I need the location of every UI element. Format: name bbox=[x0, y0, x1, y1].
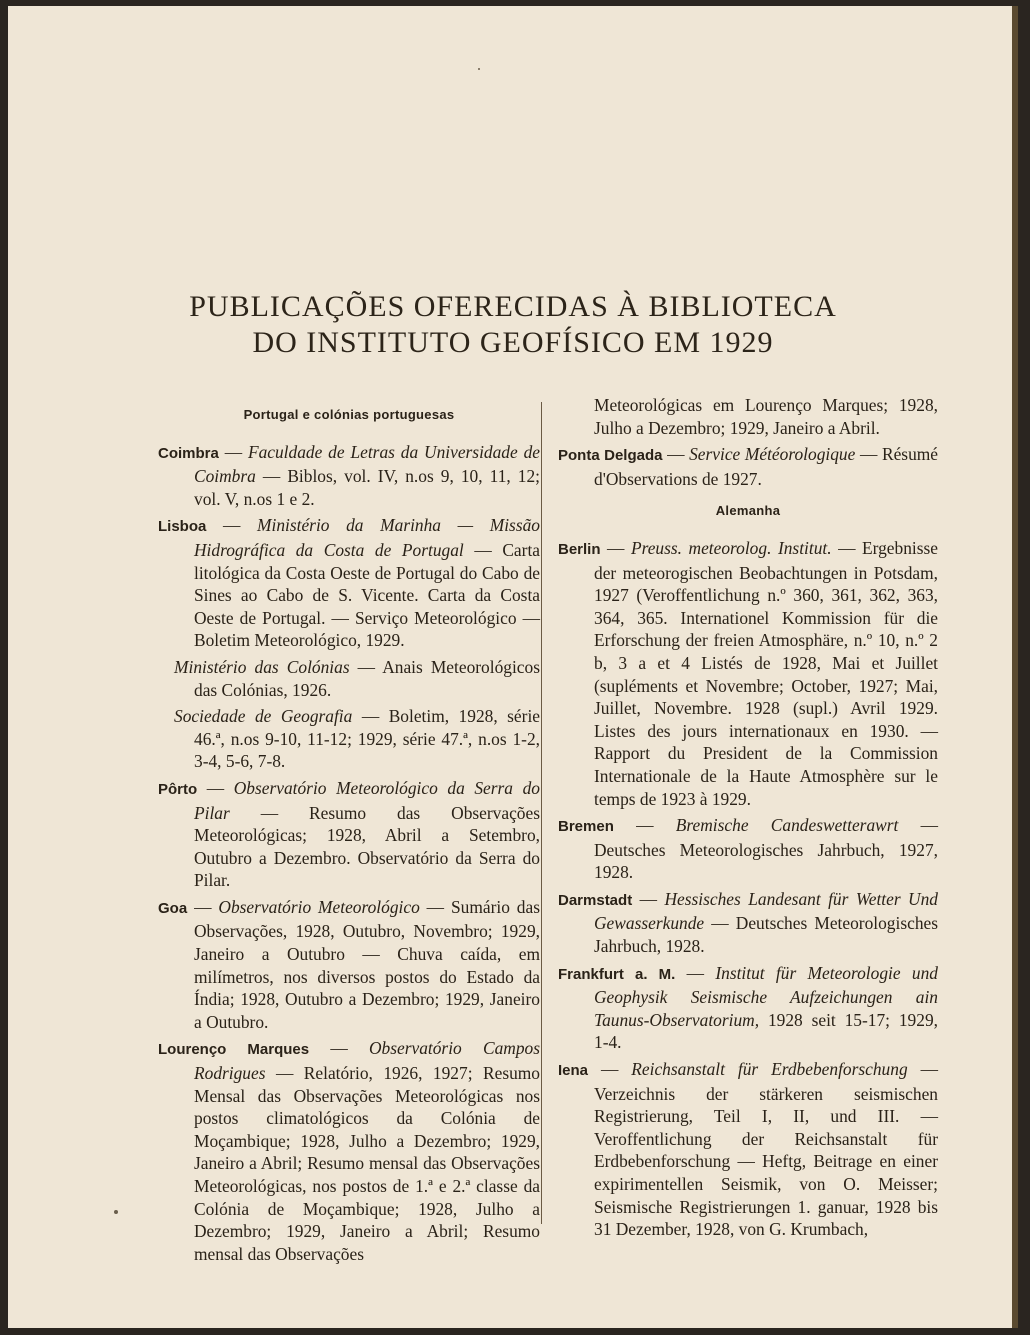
bibliography-entry bbox=[158, 656, 540, 701]
bibliography-entry bbox=[558, 443, 938, 490]
entry-place: Berlin bbox=[558, 540, 601, 558]
entry-text: — Ergebnisse der meteorogischen Beobachtungen in Potsdam, 1927 (Veroffentlichung n.º 360, 361, 362, 363, 364, 365. Internationel Kommission für die Erforschung der freien Atmosphäre, n.º 10, n.º 2 b, 3 a et 4 Listés de 1928, Mai et Juillet (supléments et Novembre; October, 1927; Mai, Juillet, Novembre. 1928 (supl.) Avril 1929. Listes des jours internationaux en 1930. — Rapport du President de la Commission Internationale de la Haute Atmosphère sur le temps de 1923 à 1929. bbox=[594, 537, 938, 809]
bibliography-entry bbox=[158, 896, 540, 1034]
entry-institution: Ministério das Colónias bbox=[174, 656, 350, 677]
entry-institution: Institut für Meteorologie und Geophysik Seismische Aufzeichungen ain Taunus-Observatorium, bbox=[594, 962, 938, 1030]
entry-text: — Boletim, 1928, série 46.ª, n.os 9-10, 11-12; 1929, série 47.ª, n.os 1-2, 3-4, 5-6, 7-8. bbox=[194, 706, 540, 772]
entry-place: Coimbra bbox=[158, 444, 219, 462]
bibliography-entry bbox=[158, 777, 540, 892]
bibliography-entry bbox=[158, 1037, 540, 1265]
right-column bbox=[558, 394, 938, 1245]
entry-separator: — bbox=[206, 515, 258, 536]
bibliography-entry bbox=[558, 1058, 938, 1241]
page-title-line-2: DO INSTITUTO GEOFÍSICO EM 1929 bbox=[252, 326, 774, 359]
entry-separator: — bbox=[309, 1038, 369, 1059]
bibliography-entry bbox=[558, 537, 938, 810]
entry-separator: — bbox=[600, 537, 631, 558]
bibliography-entry bbox=[558, 888, 938, 958]
page-title-line-1: PUBLICAÇÕES OFERECIDAS À BIBLIOTECA bbox=[189, 290, 837, 323]
entry-separator: — bbox=[675, 962, 716, 983]
entry-separator: — bbox=[662, 444, 690, 465]
entry-place: Bremen bbox=[558, 818, 614, 836]
entry-text: — Résumé d'Observations de 1927. bbox=[594, 444, 939, 489]
bibliography-entry bbox=[158, 514, 540, 652]
entry-text: — Relatório, 1926, 1927; Resumo Mensal das Observações Meteorológicas nos postos climatológicos da Colónia de Moçambique; 1928, Julho a Dezembro; 1929, Janeiro a Abril; Resumo mensal das Observações Meteorológicas, nos postos de 1.ª e 2.ª classe da Colónia de Moçambique; 1928, Julho a Dezembro; 1929, Janeiro a Abril; Resumo mensal das Observações bbox=[194, 1063, 540, 1264]
section-heading-portugal: Portugal e colónias portuguesas bbox=[243, 407, 455, 422]
entry-separator: — bbox=[632, 888, 665, 909]
right-entry-list bbox=[558, 537, 938, 1241]
entry-text: 1928 seit 15-17; 1929, 1-4. bbox=[594, 1009, 938, 1053]
entry-separator: — bbox=[218, 441, 248, 462]
entry-institution: Reichsanstalt für Erdbebenforschung bbox=[631, 1059, 908, 1080]
entry-place: Ponta Delgada bbox=[558, 447, 663, 465]
book-page bbox=[8, 6, 1018, 1328]
entry-place: Lourenço Marques bbox=[158, 1041, 310, 1059]
right-top-entry-list bbox=[558, 443, 938, 490]
entry-text: — Anais Meteorológicos das Colónias, 1926. bbox=[194, 656, 540, 700]
entry-place: Goa bbox=[158, 899, 188, 917]
column-divider bbox=[541, 402, 542, 1224]
bibliography-entry bbox=[158, 441, 540, 511]
entry-text: — Biblos, vol. IV, n.os 9, 10, 11, 12; vol. V, n.os 1 e 2. bbox=[194, 466, 540, 509]
entry-separator: — bbox=[613, 815, 676, 836]
section-heading-alemanha: Alemanha bbox=[715, 503, 781, 519]
bibliography-entry bbox=[558, 962, 938, 1054]
paper-speck bbox=[114, 1210, 118, 1214]
entry-institution: Observatório Campos Rodrigues bbox=[194, 1038, 540, 1084]
entry-text: — Resumo das Observações Meteorológicas; 1928, Abril a Setembro, Outubro a Dezembro. Observatório da Serra do Pilar. bbox=[194, 802, 540, 891]
entry-text: — Carta litológica da Costa Oeste de Portugal do Cabo de Sines ao Cabo de S. Vicente. Carta da Costa Oeste de Portugal. — Serviço Meteorológico — Boletim Meteorológico, 1929. bbox=[194, 539, 540, 651]
entry-text: — Deutsches Meteorologisches Jahrbuch, 1927, 1928. bbox=[594, 815, 938, 883]
entry-institution: Hessisches Landesant für Wetter Und Gewasserkunde bbox=[594, 888, 938, 934]
entry-text: — Verzeichnis der stärkeren seismischen Registrierung, Teil I, II, und III. — Veroffentlichung der Reichsanstalt für Erdbebenforschung — Heftg, Beitrage en einer expirimentellen Seismik, von O. Meisser; Seismische Registrierungen 1. ganuar, 1928 bis 31 Dezember, 1928, von G. Krumbach, bbox=[594, 1059, 938, 1240]
entry-institution: Service Météorologique bbox=[689, 444, 856, 465]
entry-institution: Faculdade de Letras da Universidade de Coimbra bbox=[194, 441, 540, 487]
bibliography-entry bbox=[558, 814, 938, 884]
entry-institution: Observatório Meteorológico da Serra do Pilar bbox=[194, 777, 540, 823]
entry-text: — Deutsches Meteorologisches Jahrbuch, 1928. bbox=[594, 913, 938, 957]
entry-separator: — bbox=[197, 777, 234, 798]
entry-institution: Ministério da Marinha — Missão Hidrográfica da Costa de Portugal bbox=[194, 515, 540, 560]
entry-text: — Sumário das Observações, 1928, Outubro, Novembro; 1929, Janeiro a Outubro — Chuva caída, em milímetros, nos diversos postos do Estado da Índia; 1928, Outubro a Dezembro; 1929, Janeiro a Outubro. bbox=[194, 896, 540, 1032]
left-entry-list bbox=[158, 441, 540, 1266]
entry-place: Iena bbox=[558, 1062, 589, 1080]
entry-separator: — bbox=[187, 896, 219, 917]
entry-institution: Bremische Candeswetterawrt bbox=[675, 815, 899, 836]
continued-entry: Meteorológicas em Lourenço Marques; 1928, Julho a Dezembro; 1929, Janeiro a Abril. bbox=[594, 395, 938, 438]
entry-institution: Sociedade de Geografia bbox=[174, 706, 353, 727]
entry-institution: Observatório Meteorológico bbox=[218, 896, 420, 917]
paper-speck bbox=[478, 68, 480, 70]
bibliography-entry bbox=[158, 705, 540, 773]
entry-place: Darmstadt bbox=[558, 891, 633, 909]
entry-place: Lisboa bbox=[158, 518, 207, 536]
entry-institution: Preuss. meteorolog. Institut. bbox=[630, 537, 832, 558]
left-column bbox=[158, 394, 540, 1269]
entry-separator: — bbox=[588, 1059, 632, 1080]
entry-place: Pôrto bbox=[158, 780, 198, 798]
entry-place: Frankfurt a. M. bbox=[558, 965, 676, 983]
